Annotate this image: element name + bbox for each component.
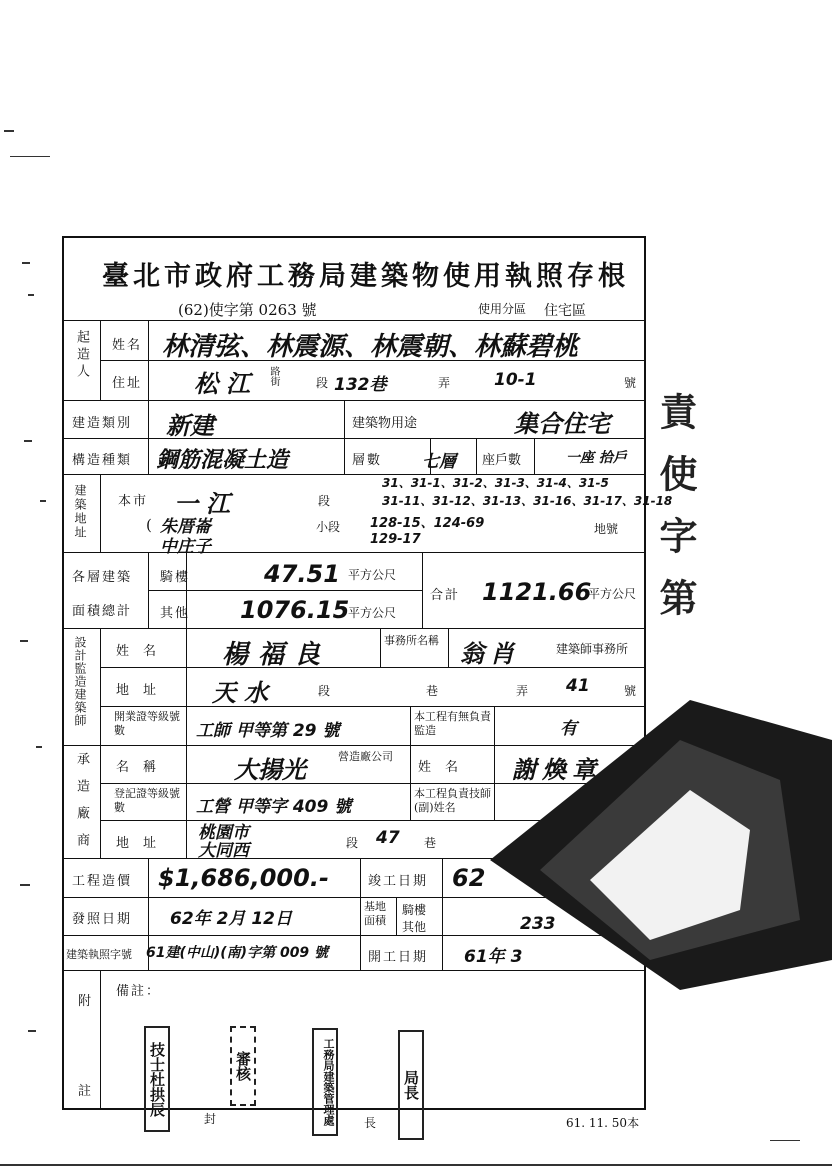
signoff-mark-a: 封 — [204, 1112, 217, 1126]
contractor-road: 大同西 — [198, 841, 249, 861]
arcade-unit: 平方公尺 — [348, 568, 397, 582]
site-lots-line1: 31、31-1、31-2、31-3、31-4、31-5 — [382, 476, 609, 490]
arcade-value: 47.51 — [264, 560, 340, 588]
other-value: 1076.15 — [240, 596, 350, 624]
rule — [100, 320, 101, 400]
rule — [148, 320, 149, 400]
contractor-section-word: 段 — [346, 836, 359, 850]
lot-number-word: 地號 — [594, 522, 619, 536]
scan-speck — [20, 640, 28, 642]
area-label-a: 各層建築 — [72, 570, 133, 585]
margin-text: 責使字第 — [653, 392, 698, 640]
rule — [410, 745, 411, 783]
rule — [410, 706, 411, 745]
rule — [100, 474, 101, 552]
rule — [344, 400, 345, 438]
scan-speck — [770, 1140, 800, 1141]
applicant-name-label: 姓名 — [112, 338, 143, 353]
rule — [62, 400, 646, 401]
permit-label: 建築執照字號 — [66, 948, 132, 961]
architect-house-no: 41 — [566, 676, 590, 696]
rule — [148, 590, 422, 591]
architect-section-label: 設計監造建築師 — [73, 636, 87, 727]
site-section-word: 段 — [318, 494, 331, 508]
architect-name: 楊福良 — [222, 640, 331, 670]
architect-no-word: 號 — [624, 684, 637, 698]
architect-address: 天水 — [212, 679, 276, 707]
floors-value: 七層 — [422, 452, 456, 472]
contractor-person-label: 姓名 — [418, 760, 473, 775]
alley-word: 弄 — [438, 376, 451, 390]
rule — [442, 858, 443, 970]
registration-value: 工營 甲等字 409 號 — [196, 797, 352, 817]
stamp-technician: 技士杜拱辰 — [144, 1026, 170, 1132]
scan-speck — [4, 130, 14, 132]
rule — [360, 858, 361, 970]
scan-speck — [28, 294, 34, 296]
office-value: 翁肖 — [460, 640, 520, 668]
use-value: 集合住宅 — [514, 410, 610, 438]
contractor-name: 大揚光 — [234, 756, 306, 784]
zone-value: 住宅區 — [544, 303, 586, 319]
technician-label: 本工程負責技師(副)姓名 — [414, 787, 491, 814]
stamp-director: 局長 — [398, 1030, 424, 1140]
use-label: 建築物用途 — [352, 416, 418, 431]
contractor-lane-word: 巷 — [424, 836, 437, 850]
scan-speck — [22, 262, 30, 264]
supervisor-label: 本工程有無負責監造 — [414, 710, 491, 737]
rule — [62, 628, 646, 629]
stamp-bureau: 工務局建築管理處 — [312, 1028, 338, 1136]
contractor-house-no: 47 — [376, 828, 400, 848]
start-date-label: 開工日期 — [368, 950, 429, 965]
base-other-label: 其他 — [402, 920, 427, 934]
site-lots-line3: 128-15、124-69 — [370, 516, 485, 531]
rule — [344, 438, 345, 474]
remarks-side-bottom: 註 — [78, 1084, 94, 1099]
issue-number: (62)使字第 0263 號 — [178, 301, 317, 319]
rule — [148, 552, 149, 628]
site-city: 本市 — [118, 494, 149, 509]
applicant-road: 松江 — [194, 370, 258, 398]
rule — [422, 552, 423, 628]
signoff-mark-b: 長 — [364, 1116, 377, 1130]
architect-alley-word: 弄 — [516, 684, 529, 698]
architect-section-word: 段 — [318, 684, 331, 698]
area-label-b: 面積總計 — [72, 604, 133, 619]
scan-edge — [0, 1164, 832, 1166]
stamp-review: 審核 — [230, 1026, 256, 1106]
scanned-tab-shadow — [480, 660, 832, 1000]
units-value: 一座 拾戶 — [566, 450, 627, 466]
site-lots-line4: 129-17 — [370, 532, 421, 547]
rule — [476, 438, 477, 474]
arcade-label: 騎樓 — [160, 570, 191, 585]
contractor-address-label: 地址 — [116, 836, 171, 851]
base-other-value: 233 — [520, 914, 556, 934]
site-lots-line2: 31-11、31-12、31-13、31-16、31-17、31-18 — [382, 494, 673, 508]
rule — [448, 628, 449, 667]
site-subsection-b: 中庄子 — [160, 537, 211, 557]
license-label: 開業證等級號數 — [114, 710, 180, 737]
rule — [148, 400, 149, 474]
scan-speck — [40, 500, 46, 502]
other-label: 其他 — [160, 606, 191, 621]
contractor-city: 桃園市 — [198, 823, 249, 843]
company-suffix: 營造廠公司 — [338, 750, 393, 763]
base-arcade-label: 騎樓 — [402, 903, 427, 917]
rule — [380, 628, 381, 667]
applicant-house-no: 10-1 — [494, 370, 537, 390]
rule — [410, 783, 411, 820]
total-unit: 平方公尺 — [588, 587, 637, 601]
form-title: 臺北市政府工務局建築物使用執照存根 — [102, 261, 629, 292]
base-area-label: 基地面積 — [364, 900, 386, 927]
scan-speck — [20, 884, 30, 886]
rule — [62, 552, 646, 553]
no-word: 號 — [624, 376, 637, 390]
supervisor-value: 有 — [560, 719, 577, 739]
completion-value: 62 — [452, 864, 486, 892]
small-section-word: 小段 — [316, 520, 341, 534]
contractor-person: 謝煥章 — [512, 756, 602, 784]
applicant-address-label: 住址 — [112, 376, 143, 391]
architect-lane-word: 巷 — [426, 684, 439, 698]
architect-address-label: 地址 — [116, 683, 171, 698]
scan-speck — [28, 1030, 36, 1032]
structure-value: 鋼筋混凝土造 — [156, 448, 289, 473]
rule — [100, 970, 101, 1110]
site-subsection-a: 朱厝崙 — [160, 517, 211, 537]
cost-value: $1,686,000.- — [158, 864, 329, 892]
permit-value: 61建(中山)(南)字第 009 號 — [146, 945, 329, 961]
cost-label: 工程造價 — [72, 874, 133, 889]
site-road: 一江 — [174, 490, 238, 518]
applicant-names: 林清弦、林震源、林震朝、林蘇碧桃 — [162, 332, 579, 362]
floors-label: 層數 — [352, 453, 383, 468]
start-date-value: 61年 3 — [464, 947, 523, 967]
rule — [100, 628, 101, 858]
units-label: 座戶數 — [482, 453, 522, 468]
zone-label: 使用分區 — [478, 302, 527, 316]
contractor-section-label: 承造廠商 — [74, 752, 89, 860]
footer-print: 61. 11. 50本 — [566, 1116, 640, 1130]
applicant-section-label: 起造人 — [74, 330, 89, 381]
architect-name-label: 姓名 — [116, 644, 171, 659]
total-label: 合計 — [430, 588, 461, 603]
section-word: 段 — [316, 376, 329, 390]
applicant-lane: 132巷 — [334, 375, 387, 395]
rule — [396, 897, 397, 935]
category-value: 新建 — [166, 412, 214, 440]
structure-label: 構造種類 — [72, 453, 133, 468]
rule — [186, 628, 187, 858]
other-unit: 平方公尺 — [348, 606, 397, 620]
license-value: 工師 甲等第 29 號 — [196, 721, 340, 741]
category-label: 建造類別 — [72, 416, 133, 431]
remarks-side-top: 附 — [78, 994, 94, 1009]
office-label: 事務所名稱 — [384, 634, 439, 647]
rule — [534, 438, 535, 474]
issue-date-label: 發照日期 — [72, 912, 133, 927]
scan-speck — [36, 746, 42, 748]
completion-label: 竣工日期 — [368, 874, 429, 889]
total-value: 1121.66 — [482, 578, 592, 606]
remarks-label: 備註： — [116, 984, 162, 999]
scan-speck — [10, 156, 50, 157]
office-suffix: 建築師事務所 — [556, 642, 629, 656]
rule — [62, 320, 646, 321]
site-section-label: 建築地址 — [73, 484, 87, 540]
registration-label: 登記證等級號數 — [114, 787, 180, 814]
contractor-name-label: 名稱 — [116, 760, 171, 775]
scan-speck — [24, 440, 32, 442]
road-label: 路街 — [268, 366, 279, 386]
issue-date-value: 62年 2月 12日 — [170, 909, 292, 929]
